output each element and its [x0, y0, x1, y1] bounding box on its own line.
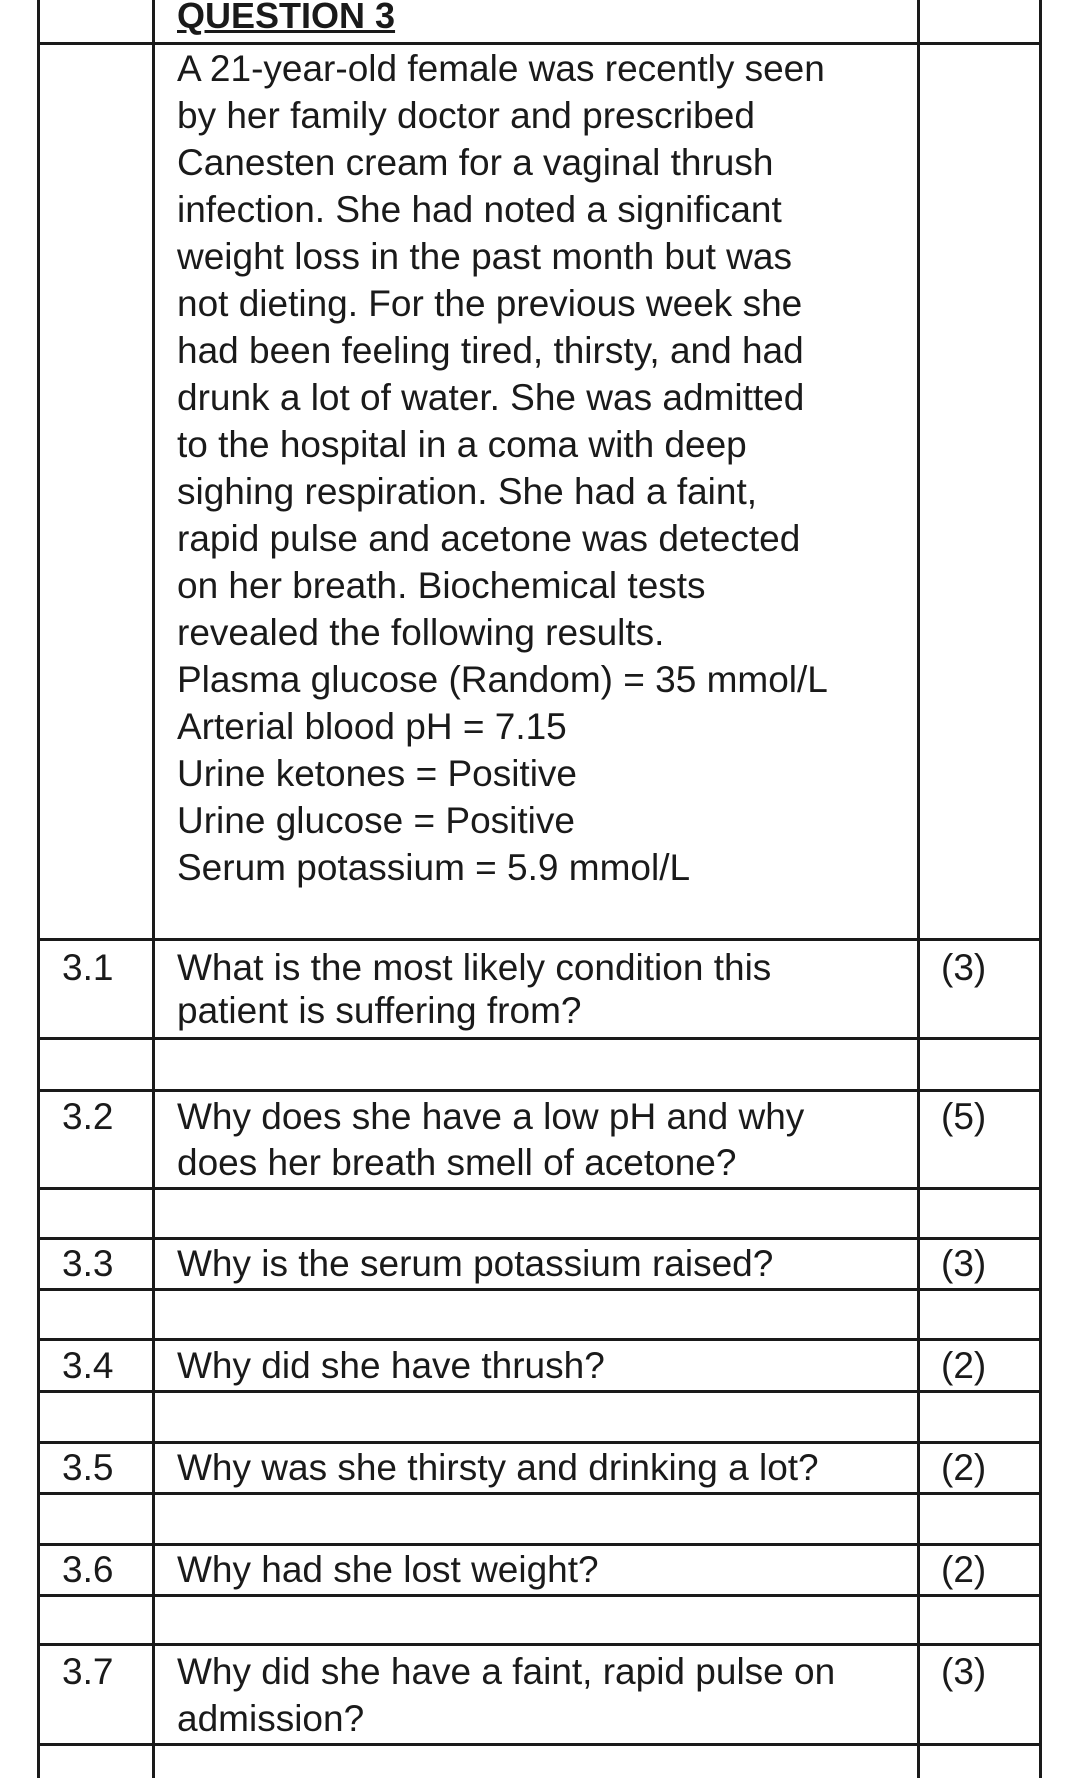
subquestion-marks: (3) — [941, 1651, 987, 1692]
table-border-left — [37, 0, 40, 1778]
column-divider-marks — [917, 0, 920, 1778]
subquestion-marks: (5) — [941, 1096, 987, 1137]
subquestion-number: 3.5 — [62, 1447, 114, 1488]
subquestion-text: admission? — [177, 1698, 365, 1739]
subquestion-text: Why did she have thrush? — [177, 1345, 605, 1386]
case-text-line: by her family doctor and prescribed — [177, 95, 755, 136]
subquestion-text: Why was she thirsty and drinking a lot? — [177, 1447, 819, 1488]
case-text-line: had been feeling tired, thirsty, and had — [177, 330, 804, 371]
case-text-line: not dieting. For the previous week she — [177, 283, 803, 324]
subquestion-text: Why is the serum potassium raised? — [177, 1243, 774, 1284]
subquestion-number: 3.1 — [62, 947, 114, 988]
case-text-line: rapid pulse and acetone was detected — [177, 518, 801, 559]
row-divider — [37, 1492, 1042, 1495]
row-divider — [37, 1643, 1042, 1646]
case-text-line: infection. She had noted a significant — [177, 189, 782, 230]
case-text-line: Urine glucose = Positive — [177, 800, 575, 841]
row-divider — [37, 1594, 1042, 1597]
case-text-line: on her breath. Biochemical tests — [177, 565, 706, 606]
case-text-line: Canesten cream for a vaginal thrush — [177, 142, 774, 183]
subquestion-number: 3.7 — [62, 1651, 114, 1692]
subquestion-marks: (3) — [941, 947, 987, 988]
row-divider — [37, 1390, 1042, 1393]
case-text-line: Serum potassium = 5.9 mmol/L — [177, 847, 691, 888]
case-text-line: to the hospital in a coma with deep — [177, 424, 747, 465]
subquestion-text: Why had she lost weight? — [177, 1549, 599, 1590]
subquestion-marks: (2) — [941, 1447, 987, 1488]
subquestion-number: 3.3 — [62, 1243, 114, 1284]
table-border-right — [1039, 0, 1042, 1778]
subquestion-text: does her breath smell of acetone? — [177, 1142, 737, 1183]
case-text-line: revealed the following results. — [177, 612, 665, 653]
subquestion-number: 3.4 — [62, 1345, 114, 1386]
case-text-line: drunk a lot of water. She was admitted — [177, 377, 805, 418]
subquestion-marks: (2) — [941, 1549, 987, 1590]
subquestion-text: What is the most likely condition this — [177, 947, 772, 988]
row-divider — [37, 1187, 1042, 1190]
row-divider — [37, 1037, 1042, 1040]
case-text-line: weight loss in the past month but was — [177, 236, 792, 277]
row-divider — [37, 938, 1042, 941]
subquestion-text: Why does she have a low pH and why — [177, 1096, 805, 1137]
row-divider — [37, 1743, 1042, 1746]
subquestion-number: 3.6 — [62, 1549, 114, 1590]
subquestion-marks: (2) — [941, 1345, 987, 1386]
column-divider-number — [152, 0, 155, 1778]
case-text-line: Arterial blood pH = 7.15 — [177, 706, 567, 747]
question-title: QUESTION 3 — [177, 0, 396, 36]
row-divider — [37, 1288, 1042, 1291]
subquestion-number: 3.2 — [62, 1096, 114, 1137]
case-text-line: sighing respiration. She had a faint, — [177, 471, 758, 512]
subquestion-text: Why did she have a faint, rapid pulse on — [177, 1651, 836, 1692]
subquestion-text: patient is suffering from? — [177, 990, 582, 1031]
row-divider — [37, 1089, 1042, 1092]
case-text-line: Plasma glucose (Random) = 35 mmol/L — [177, 659, 828, 700]
case-text-line: A 21-year-old female was recently seen — [177, 48, 825, 89]
row-divider — [37, 1338, 1042, 1341]
subquestion-marks: (3) — [941, 1243, 987, 1284]
case-text-line: Urine ketones = Positive — [177, 753, 578, 794]
